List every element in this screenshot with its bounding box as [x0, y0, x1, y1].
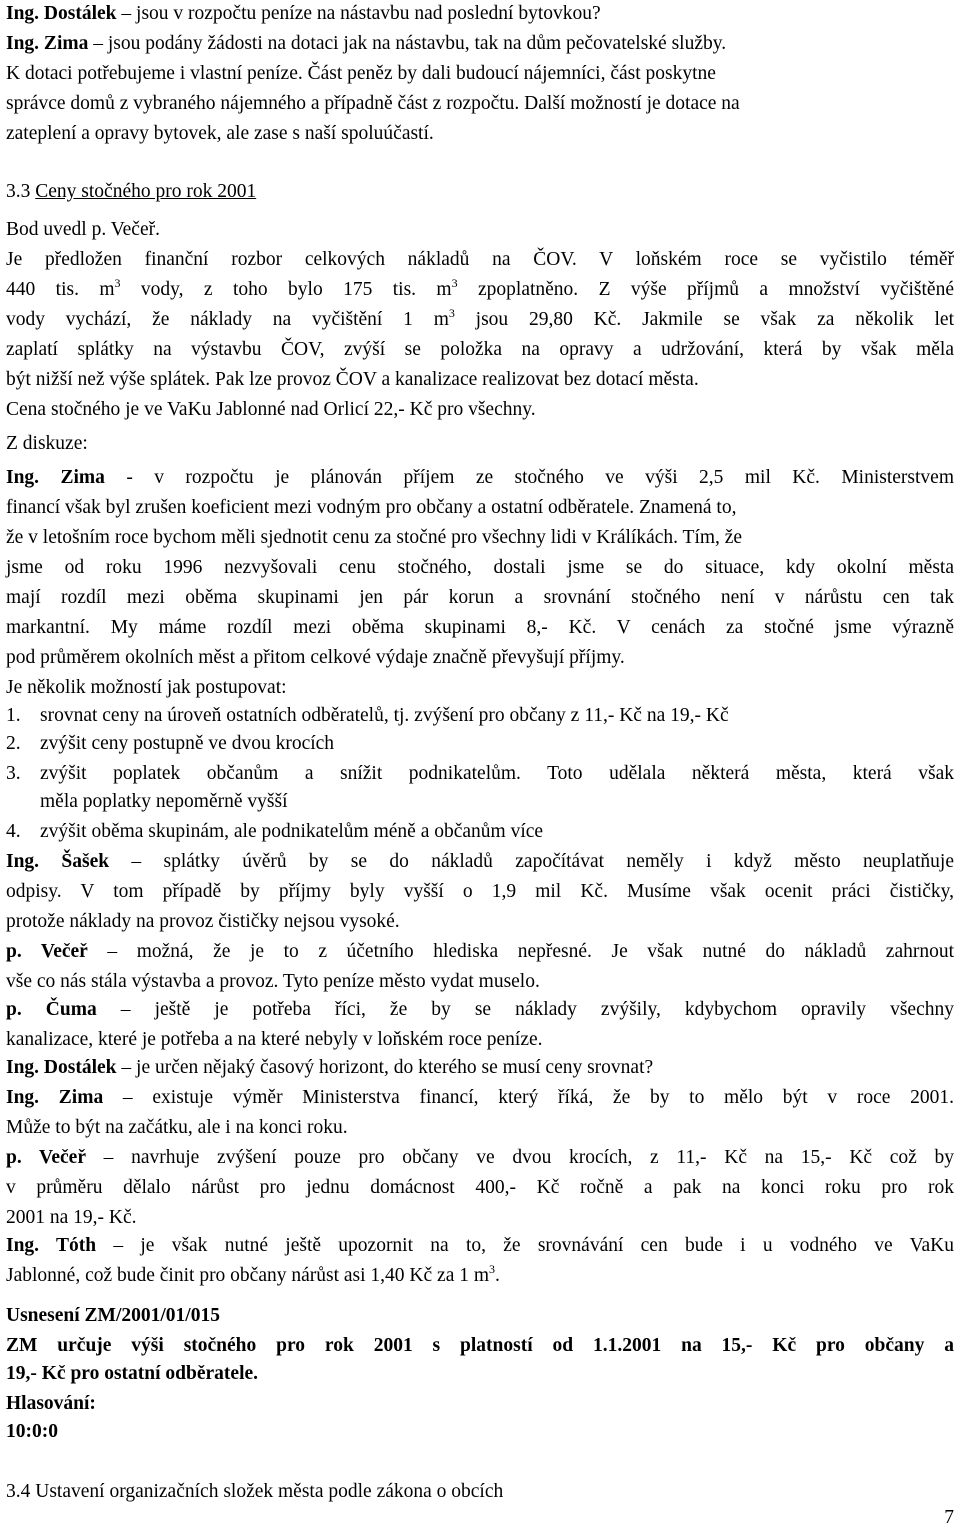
line-text: 440 tis. m — [6, 279, 115, 300]
speaker-name: Ing. Dostálek — [6, 3, 117, 24]
line-text: – splátky úvěrů by se do nákladů započítávat neměly i když město neuplatňuje — [109, 851, 954, 872]
line-text: – ještě je potřeba říci, že by se náklady zvýšily, kdybychom opravily všechny — [96, 999, 954, 1020]
speaker-name: Ing. Dostálek — [6, 1057, 117, 1078]
line-text: vody, z toho bylo 175 tis. m — [120, 279, 452, 300]
speaker-name: Ing. Zima — [6, 1087, 104, 1108]
speaker-name: p. Večeř — [6, 941, 88, 962]
list-item-number: 2. — [6, 733, 21, 754]
section-heading: 3.4 Ustavení organizačních složek města podle zákona o obcích — [6, 1481, 504, 1502]
paragraph-line: v průměru dělalo nárůst pro jednu domácnost 400,- Kč ročně a pak na konci roku pro rok — [6, 1177, 954, 1198]
paragraph-line: pod průměrem okolních měst a přitom celkové výdaje značně převyšují příjmy. — [6, 647, 625, 668]
paragraph-line: Může to být na začátku, ale i na konci roku. — [6, 1117, 348, 1138]
line-text: jsou 29,80 Kč. Jakmile se však za několik let — [454, 309, 954, 330]
paragraph-line: zaplatí splátky na výstavbu ČOV, zvýší se položka na opravy a udržování, která by však měla — [6, 339, 954, 360]
resolution-number: Usnesení ZM/2001/01/015 — [6, 1305, 220, 1326]
paragraph-line: 2001 na 19,- Kč. — [6, 1207, 137, 1228]
speaker-name: p. Večeř — [6, 1147, 86, 1168]
speaker-line — [6, 2, 601, 26]
line-text: – je určen nějaký časový horizont, do kterého se musí ceny srovnat? — [116, 1057, 654, 1078]
list-item-continuation: měla poplatky nepoměrně vyšší — [40, 791, 288, 812]
list-item: zvýšit poplatek občanům a snížit podnikatelům. Toto udělala některá města, která však — [40, 763, 954, 784]
paragraph-line: jsme od roku 1996 nezvyšovali cenu stočného, dostali jsme se do situace, kdy okolní města — [6, 557, 954, 578]
speaker-name: Ing. Tóth — [6, 1235, 97, 1256]
superscript: 3 — [448, 306, 455, 320]
section-title: Ceny stočného pro rok 2001 — [35, 181, 257, 202]
speaker-name: Ing. Zima — [6, 467, 105, 488]
superscript: 3 — [489, 1262, 496, 1276]
line-text: – je však nutné ještě upozornit na to, že srovnávání cen bude i u vodného ve VaKu — [96, 1235, 954, 1256]
list-item-number: 1. — [6, 705, 21, 726]
section-number: 3.3 — [6, 181, 36, 202]
list-item: zvýšit oběma skupinám, ale podnikatelům méně a občanům více — [40, 821, 544, 842]
paragraph-line: Je několik možností jak postupovat: — [6, 677, 287, 698]
line-text: – možná, že je to z účetního hlediska nepřesné. Je však nutné do nákladů zahrnout — [87, 941, 955, 962]
resolution-text: 19,- Kč pro ostatní odběratele. — [6, 1363, 259, 1384]
paragraph-line: Je předložen finanční rozbor celkových nákladů na ČOV. V loňském roce se vyčistilo téměř — [6, 249, 954, 270]
paragraph-line: mají rozdíl mezi oběma skupinami jen pár korun a srovnání stočného není v nárůstu cen tak — [6, 587, 954, 608]
paragraph-line: správce domů z vybraného nájemného a případně část z rozpočtu. Další možností je dotace na — [6, 93, 740, 114]
section-heading — [6, 180, 256, 204]
speaker-line — [6, 1086, 954, 1110]
voting-label: Hlasování: — [6, 1393, 96, 1414]
paragraph-line: protože náklady na provoz čističky nejsou vysoké. — [6, 911, 400, 932]
paragraph-line: vše co nás stála výstavba a provoz. Tyto peníze město vydat muselo. — [6, 971, 540, 992]
page-number: 7 — [944, 1507, 954, 1528]
paragraph-line — [6, 1264, 500, 1288]
speaker-line — [6, 1146, 954, 1170]
speaker-name: Ing. Šašek — [6, 851, 110, 872]
list-item-number: 4. — [6, 821, 21, 842]
speaker-line — [6, 1234, 954, 1258]
superscript: 3 — [451, 276, 458, 290]
paragraph-line: K dotaci potřebujeme i vlastní peníze. Část peněz by dali budoucí nájemníci, část poskytne — [6, 63, 716, 84]
paragraph-line: markantní. My máme rozdíl mezi oběma skupinami 8,- Kč. V cenách za stočné jsme výrazně — [6, 617, 954, 638]
line-text: – jsou podány žádosti na dotaci jak na nástavbu, tak na dům pečovatelské služby. — [88, 33, 727, 54]
line-text: – jsou v rozpočtu peníze na nástavbu nad poslední bytovkou? — [116, 3, 601, 24]
speaker-line — [6, 998, 954, 1022]
paragraph-line: že v letošním roce bychom měli sjednotit cenu za stočné pro všechny lidi v Králíkách. Tím, že — [6, 527, 743, 548]
line-text: . — [495, 1265, 500, 1286]
superscript: 3 — [114, 276, 121, 290]
speaker-name: p. Čuma — [6, 999, 97, 1020]
speaker-line — [6, 32, 726, 56]
voting-result: 10:0:0 — [6, 1421, 58, 1442]
speaker-line — [6, 466, 954, 490]
paragraph-line: zateplení a opravy bytovek, ale zase s naší spoluúčastí. — [6, 123, 434, 144]
speaker-name: Ing. Zima — [6, 33, 89, 54]
paragraph-line: kanalizace, které je potřeba a na které nebyly v loňském roce peníze. — [6, 1029, 543, 1050]
line-text: – navrhuje zvýšení pouze pro občany ve dvou krocích, z 11,- Kč na 15,- Kč což by — [85, 1147, 955, 1168]
paragraph-line: odpisy. V tom případě by příjmy byly vyšší o 1,9 mil Kč. Musíme však ocenit práci čističky, — [6, 881, 954, 902]
line-text: – existuje výměr Ministerstva financí, který říká, že by to mělo být v roce 2001. — [103, 1087, 955, 1108]
list-item: zvýšit ceny postupně ve dvou krocích — [40, 733, 335, 754]
speaker-line — [6, 940, 954, 964]
discussion-heading: Z diskuze: — [6, 433, 88, 454]
speaker-line — [6, 850, 954, 874]
resolution-text: ZM určuje výši stočného pro rok 2001 s platností od 1.1.2001 na 15,- Kč pro občany a — [6, 1335, 954, 1356]
list-item-number: 3. — [6, 763, 21, 784]
line-text: - v rozpočtu je plánován příjem ze stočného ve výši 2,5 mil Kč. Ministerstvem — [104, 467, 954, 488]
paragraph-line: být nižší než výše splátek. Pak lze provoz ČOV a kanalizace realizovat bez dotací města. — [6, 369, 699, 390]
line-text: vody vychází, že náklady na vyčištění 1 m — [6, 309, 449, 330]
paragraph-line — [6, 278, 954, 302]
line-text: zpoplatněno. Z výše příjmů a množství vyčištěné — [457, 279, 954, 300]
list-item: srovnat ceny na úroveň ostatních odběratelů, tj. zvýšení pro občany z 11,- Kč na 19,- Kč — [40, 705, 729, 726]
paragraph-line — [6, 308, 954, 332]
line-text: Jablonné, což bude činit pro občany nárůst asi 1,40 Kč za 1 m — [6, 1265, 490, 1286]
speaker-line — [6, 1056, 653, 1080]
paragraph-line: financí však byl zrušen koeficient mezi vodným pro občany a ostatní odběratele. Znamená to, — [6, 497, 737, 518]
paragraph-line: Bod uvedl p. Večeř. — [6, 219, 160, 240]
paragraph-line: Cena stočného je ve VaKu Jablonné nad Orlicí 22,- Kč pro všechny. — [6, 399, 536, 420]
